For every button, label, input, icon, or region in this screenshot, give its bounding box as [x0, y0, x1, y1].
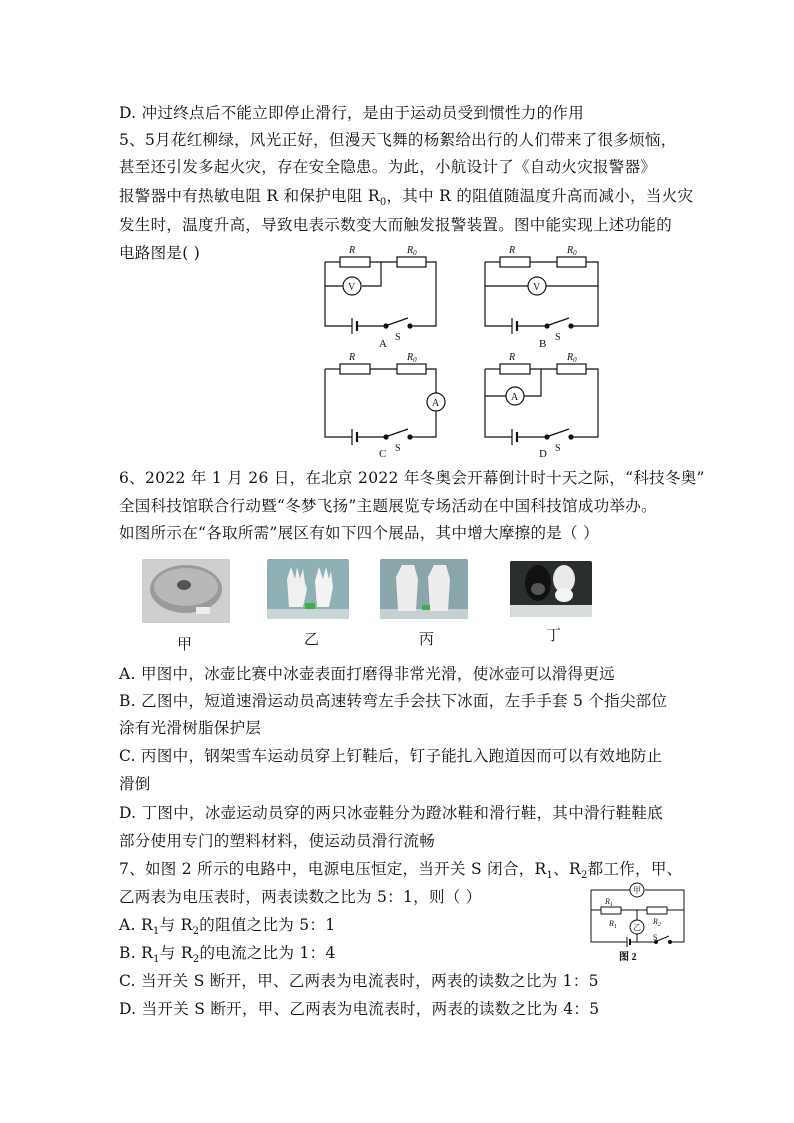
photo-label-bing: 丙	[419, 630, 435, 648]
switch-label: S	[555, 443, 561, 454]
label-r1-alt: $R_1$	[609, 919, 617, 930]
q6-option-d-2: 部分使用专门的塑料材料，使运动员滑行流畅	[119, 832, 436, 850]
q7-text: 7、如图 2 所示的电路中，电源电压恒定，当开关 S 闭合，R	[119, 860, 547, 878]
q5-text: ，其中 R 的阻值随温度升高而减小，当火灾	[386, 187, 694, 205]
meter-jia-label: 甲	[633, 886, 641, 895]
label-r: R	[509, 245, 516, 256]
option-label-c: C	[379, 448, 387, 460]
q7-option-c: C. 当开关 S 断开，甲、乙两表为电流表时，两表的读数之比为 1：5	[119, 972, 599, 990]
subscript: 2	[192, 926, 200, 938]
q7-line-2: 乙两表为电压表时，两表读数之比为 5：1，则（ ）	[119, 888, 482, 906]
curling-stone-image	[142, 559, 230, 623]
option-label-a: A	[379, 338, 387, 350]
q6-option-d-1: D. 丁图中，冰壶运动员穿的两只冰壶鞋分为蹬冰鞋和滑行鞋，其中滑行鞋鞋底	[119, 804, 664, 822]
q6-option-c-2: 滑倒	[119, 775, 151, 793]
figure-2-circuit	[585, 882, 695, 962]
meter-yi-label: 乙	[633, 923, 641, 932]
label-r2: $R_2$	[653, 917, 661, 928]
photo-curling-stone	[142, 559, 230, 623]
figure-2-title: 图 2	[619, 952, 637, 962]
q7-text: 、R	[553, 860, 581, 878]
q6-line-2: 全国科技馆联合行动暨“冬梦飞扬”主题展览专场活动在中国科技馆成功举办。	[119, 497, 657, 515]
label-r: R	[349, 245, 356, 256]
subscript: 2	[580, 870, 588, 882]
q6-option-b-1: B. 乙图中，短道速滑运动员高速转弯左手会扶下冰面，左手手套 5 个指尖部位	[119, 692, 668, 710]
q7-text: 的阻值之比为 5：1	[199, 916, 336, 934]
option-label-d: D	[539, 448, 547, 460]
subscript: 0	[379, 197, 387, 209]
q7-text: A. R	[119, 916, 153, 934]
ammeter-label: A	[432, 398, 440, 409]
label-r: R	[509, 352, 516, 363]
switch-label: S	[395, 443, 401, 454]
option-label-b: B	[539, 338, 547, 350]
q7-option-a	[119, 915, 335, 942]
q4-option-d: D. 冲过终点后不能立即停止滑行，是由于运动员受到惯性力的作用	[119, 104, 585, 122]
switch-label: S	[395, 332, 401, 343]
q6-option-b-2: 涂有光滑树脂保护层	[119, 719, 262, 737]
label-r: R	[349, 352, 356, 363]
q7-option-b	[119, 943, 336, 970]
circuit-b	[485, 257, 598, 334]
gloves-image	[267, 559, 349, 619]
circuit-c	[325, 364, 445, 445]
switch-label: S	[555, 332, 561, 343]
label-r0: $R_0$	[407, 352, 417, 364]
ammeter-label: A	[511, 392, 519, 403]
circuit-a	[325, 257, 436, 334]
q6-option-a: A. 甲图中，冰壶比赛中冰壶表面打磨得非常光滑，使冰壶可以滑得更远	[119, 665, 615, 683]
label-r0: $R_0$	[567, 245, 577, 257]
photo-label-jia: 甲	[177, 635, 193, 653]
q6-line-1: 6、2022 年 1 月 26 日，在北京 2022 年冬奥会开幕倒计时十天之际，“科技冬奥”	[119, 469, 705, 487]
voltmeter-label: V	[533, 282, 541, 293]
q7-text: B. R	[119, 944, 154, 962]
photo-label-ding: 丁	[546, 626, 562, 644]
q7-text: 都工作，甲、	[587, 860, 683, 878]
q5-line-1: 5、5月花红柳绿，风光正好，但漫天飞舞的杨絮给出行的人们带来了很多烦恼，	[119, 131, 677, 149]
q5-line-4: 发生时，温度升高，导致电表示数变大而触发报警装置。图中能实现上述功能的	[119, 216, 673, 234]
photo-gloves	[267, 559, 349, 619]
label-r0: $R_0$	[407, 245, 417, 257]
q7-text: 的电流之比为 1：4	[199, 944, 336, 962]
label-r0: $R_0$	[567, 352, 577, 364]
circuit-d	[485, 364, 598, 445]
q5-line-5: 电路图是( )	[119, 244, 201, 262]
photo-curling-shoes	[510, 561, 592, 617]
q6-option-c-1: C. 丙图中，钢架雪车运动员穿上钉鞋后，钉子能扎入跑道因而可以有效地防止	[119, 747, 663, 765]
q6-line-3: 如图所示在“各取所需”展区有如下四个展品，其中增大摩擦的是（ ）	[119, 524, 599, 542]
photo-spiked-shoes	[380, 559, 468, 619]
spiked-shoes-image	[380, 559, 468, 619]
curling-shoes-image	[510, 561, 592, 617]
q5-line-2: 甚至还引发多起火灾，存在安全隐患。为此，小航设计了《自动火灾报警器》	[119, 158, 657, 176]
q7-text: 与 R	[159, 916, 193, 934]
q5-text: 报警器中有热敏电阻 R 和保护电阻 R	[119, 187, 380, 205]
label-r1: $R_1$	[605, 897, 613, 908]
subscript: 1	[152, 926, 160, 938]
switch-label: S	[653, 933, 658, 942]
photo-label-yi: 乙	[304, 630, 320, 648]
q7-option-d: D. 当开关 S 断开，甲、乙两表为电流表时，两表的读数之比为 4：5	[119, 1000, 600, 1018]
subscript: 1	[546, 870, 554, 882]
voltmeter-label: V	[348, 282, 356, 293]
subscript: 2	[192, 954, 200, 966]
q7-text: 与 R	[159, 944, 193, 962]
subscript: 1	[153, 954, 160, 966]
